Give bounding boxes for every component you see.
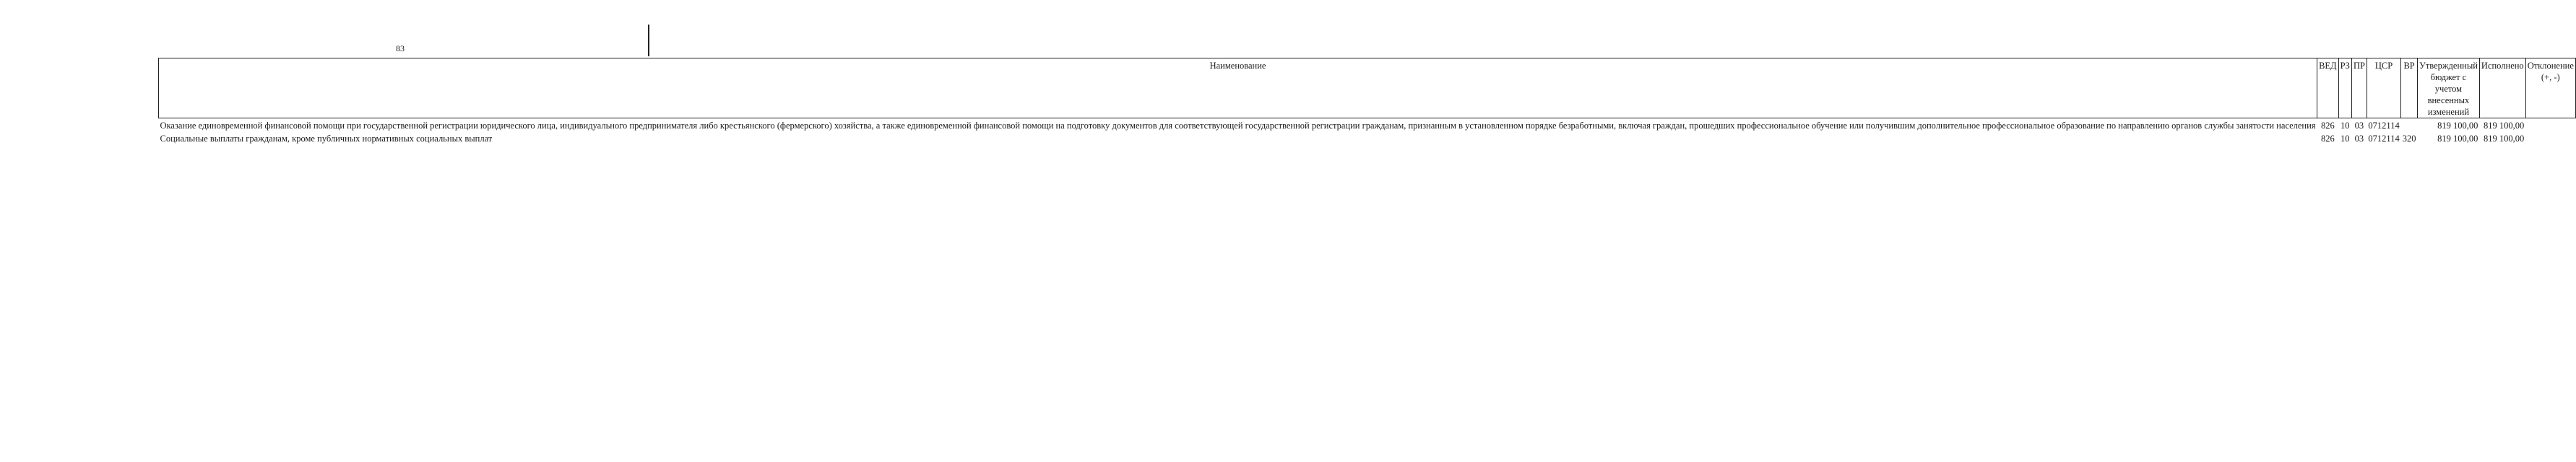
row-vr	[2401, 118, 2418, 132]
budget-table	[158, 58, 2576, 145]
row-ved: 826	[2320, 121, 2335, 131]
row-csr: 0712114	[2368, 134, 2400, 144]
header-executed: Исполнено	[2479, 58, 2525, 118]
header-pr: ПР	[2351, 58, 2367, 118]
header-vr: ВР	[2401, 58, 2418, 118]
scan-edge-mark	[648, 25, 649, 56]
row-vr: 320	[2402, 134, 2416, 144]
row-ved: 826	[2320, 134, 2335, 144]
page-number: 83	[396, 43, 405, 53]
row-pr: 03	[2354, 121, 2364, 131]
row-name: Социальные выплаты гражданам, кроме публичных нормативных социальных выплат	[160, 134, 493, 144]
table-row	[159, 131, 2576, 144]
row-approved: 819 100,00	[2437, 134, 2478, 144]
row-pr: 03	[2354, 134, 2364, 144]
row-executed: 819 100,00	[2483, 121, 2525, 131]
row-deviation	[2525, 118, 2575, 132]
header-ved: ВЕД	[2317, 58, 2339, 118]
table-header	[159, 58, 2576, 118]
header-name: Наименование	[159, 58, 2317, 118]
row-executed: 819 100,00	[2483, 134, 2525, 144]
row-csr: 0712114	[2368, 121, 2400, 131]
row-rz: 10	[2341, 134, 2350, 144]
row-approved: 819 100,00	[2437, 121, 2478, 131]
row-name: Оказание единовременной финансовой помощи при государственной регистрации юридического лица, индивидуального предпринимателя либо крестьянского (фермерского) хозяйства, а также единовременной финансовой помощи на подготовку документов для соответствующей государственной регистрации гражданам, признанным в установленном порядке безработными, включая граждан, прошедших профессиональное обучение или получившим дополнительное профессиональное образование по направлению органов службы занятости населения	[160, 121, 2316, 131]
header-deviation: Отклонение (+, -)	[2525, 58, 2575, 118]
header-rz: РЗ	[2338, 58, 2351, 118]
row-deviation	[2525, 131, 2575, 144]
header-csr: ЦСР	[2367, 58, 2400, 118]
header-approved: Утвержденный бюджет с учетом внесенных изменений	[2417, 58, 2479, 118]
row-rz: 10	[2341, 121, 2350, 131]
table-row	[159, 118, 2576, 132]
